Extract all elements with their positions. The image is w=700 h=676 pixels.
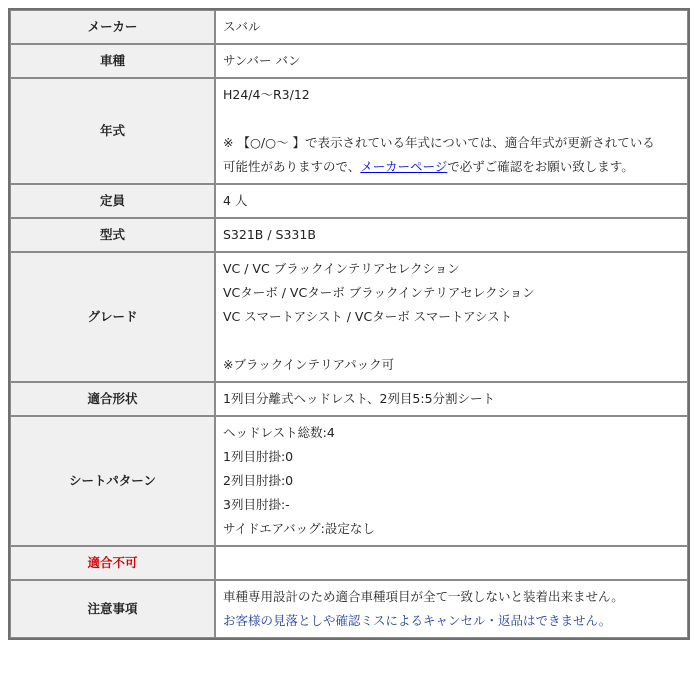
- table-row-model: [10, 44, 688, 78]
- grade-line: VC スマートアシスト / VCターボ スマートアシスト: [223, 309, 513, 324]
- model-label: 車種: [10, 44, 215, 78]
- maker-page-link[interactable]: メーカーページ: [360, 159, 448, 174]
- seat-pattern-line: ヘッドレスト総数:4: [223, 425, 335, 440]
- table-row-capacity: [10, 184, 688, 218]
- table-row-seat-pattern: [10, 416, 688, 546]
- type-value: S321B / S331B: [215, 218, 688, 252]
- year-value: H24/4～R3/12: [223, 87, 310, 102]
- table-row-type: [10, 218, 688, 252]
- maker-value: スバル: [215, 10, 688, 44]
- not-fit-label: 適合不可: [10, 546, 215, 580]
- type-label: 型式: [10, 218, 215, 252]
- grade-cell: [215, 252, 688, 382]
- seat-pattern-cell: [215, 416, 688, 546]
- table-row-fit-shape: [10, 382, 688, 416]
- model-value: サンバー バン: [215, 44, 688, 78]
- table-row-maker: [10, 10, 688, 44]
- table-row-caution: [10, 580, 688, 638]
- table-row-year: [10, 78, 688, 184]
- grade-line: VC / VC ブラックインテリアセレクション: [223, 261, 460, 276]
- year-note-after-link: で必ずご確認をお願い致します。: [447, 159, 634, 174]
- caution-line2: お客様の見落としや確認ミスによるキャンセル・返品はできません。: [223, 613, 612, 628]
- year-note-line1: ※ 【○/○～ 】で表示されている年式については、適合年式が更新されている: [223, 135, 655, 150]
- table-row-not-fit: [10, 546, 688, 580]
- capacity-value: 4 人: [215, 184, 688, 218]
- compatibility-spec-table: [8, 8, 690, 640]
- fit-shape-label: 適合形状: [10, 382, 215, 416]
- grade-line: VCターボ / VCターボ ブラックインテリアセレクション: [223, 285, 535, 300]
- year-note-before-link: 可能性がありますので、: [223, 159, 361, 174]
- year-label: 年式: [10, 78, 215, 184]
- caution-cell: [215, 580, 688, 638]
- grade-label: グレード: [10, 252, 215, 382]
- capacity-label: 定員: [10, 184, 215, 218]
- year-cell: [215, 78, 688, 184]
- fit-shape-value: 1列目分離式ヘッドレスト、2列目5:5分割シート: [215, 382, 688, 416]
- seat-pattern-label: シートパターン: [10, 416, 215, 546]
- seat-pattern-line: 1列目肘掛:0: [223, 449, 294, 464]
- caution-label: 注意事項: [10, 580, 215, 638]
- not-fit-value: [215, 546, 688, 580]
- seat-pattern-line: 3列目肘掛:-: [223, 497, 290, 512]
- year-note-line2: [223, 155, 680, 179]
- maker-label: メーカー: [10, 10, 215, 44]
- caution-line1: 車種専用設計のため適合車種項目が全て一致しないと装着出来ません。: [223, 589, 624, 604]
- table-row-grade: [10, 252, 688, 382]
- grade-note: ※ブラックインテリアパック可: [223, 357, 395, 372]
- seat-pattern-line: 2列目肘掛:0: [223, 473, 294, 488]
- spec-table-wrapper: [8, 8, 690, 640]
- seat-pattern-line: サイドエアバッグ:設定なし: [223, 521, 375, 536]
